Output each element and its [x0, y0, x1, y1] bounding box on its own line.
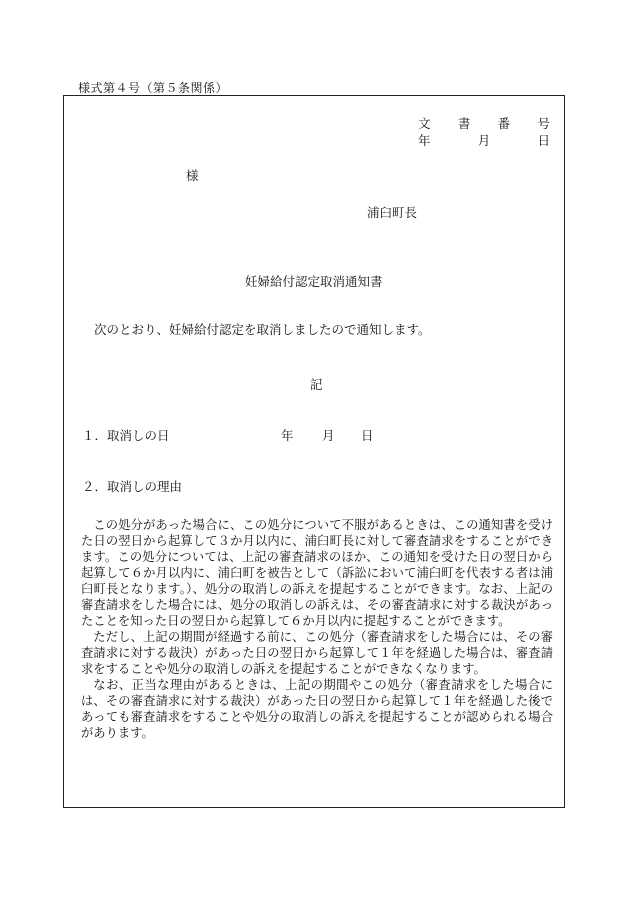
- notice-paragraph: ただし、上記の期間が経過する前に、この処分（審査請求をした場合には、その審査請求に対する裁決）があった日の翌日から起算して１年を経過した場合は、審査請求をすることや処分の取消しの訴えを提起することができなくなります。: [81, 630, 553, 676]
- date-month: 月: [477, 133, 491, 148]
- form-number: 様式第４号（第５条関係）: [78, 81, 229, 95]
- date-year: 年: [418, 133, 431, 148]
- doc-no-char: 文: [418, 116, 431, 131]
- intro-text: 次のとおり、妊婦給付認定を取消しましたので通知します。: [94, 322, 431, 337]
- item2-label: ２．取消しの理由: [82, 479, 183, 494]
- issuer: 浦臼町長: [367, 205, 418, 220]
- date-day: 日: [537, 133, 550, 148]
- addressee: 様: [186, 168, 199, 183]
- item1-label: １．取消しの日: [82, 428, 170, 443]
- item1-year: 年: [281, 428, 294, 443]
- notice-paragraph: なお、正当な理由があるときは、上記の期間やこの処分（審査請求をした場合には、その審査請求に対する裁決）があった日の翌日から起算して１年を経過した後であっても審査請求をすることや処分の取消しの訴えを提起することが認められる場合があります。: [81, 678, 553, 740]
- document-title: 妊婦給付認定取消通知書: [245, 274, 383, 289]
- item1-month: 月: [322, 428, 335, 443]
- ki-label: 記: [310, 377, 323, 392]
- appeal-notice: [81, 517, 553, 741]
- doc-no-char: 書: [457, 116, 471, 131]
- doc-no-char: 号: [537, 116, 550, 131]
- issue-date: [418, 131, 550, 149]
- notice-frame: [63, 95, 565, 808]
- doc-no-char: 番: [497, 116, 511, 131]
- item1-day: 日: [361, 428, 374, 443]
- notice-paragraph: この処分があった場合に、この処分について不服があるときは、この通知書を受けた日の翌日から起算して３か月以内に、浦臼町長に対して審査請求をすることができます。この処分については、上記の審査請求のほか、この通知を受けた日の翌日から起算して６か月以内に、浦臼町を被告として（訴訟において浦臼町を代表する者は浦臼町長となります。）、処分の取消しの訴えを提起することができます。なお、上記の審査請求をした場合には、処分の取消しの訴えは、その審査請求に対する裁決があったことを知った日の翌日から起算して６か月以内に提起することができます。: [81, 518, 553, 628]
- document-number: [418, 114, 550, 132]
